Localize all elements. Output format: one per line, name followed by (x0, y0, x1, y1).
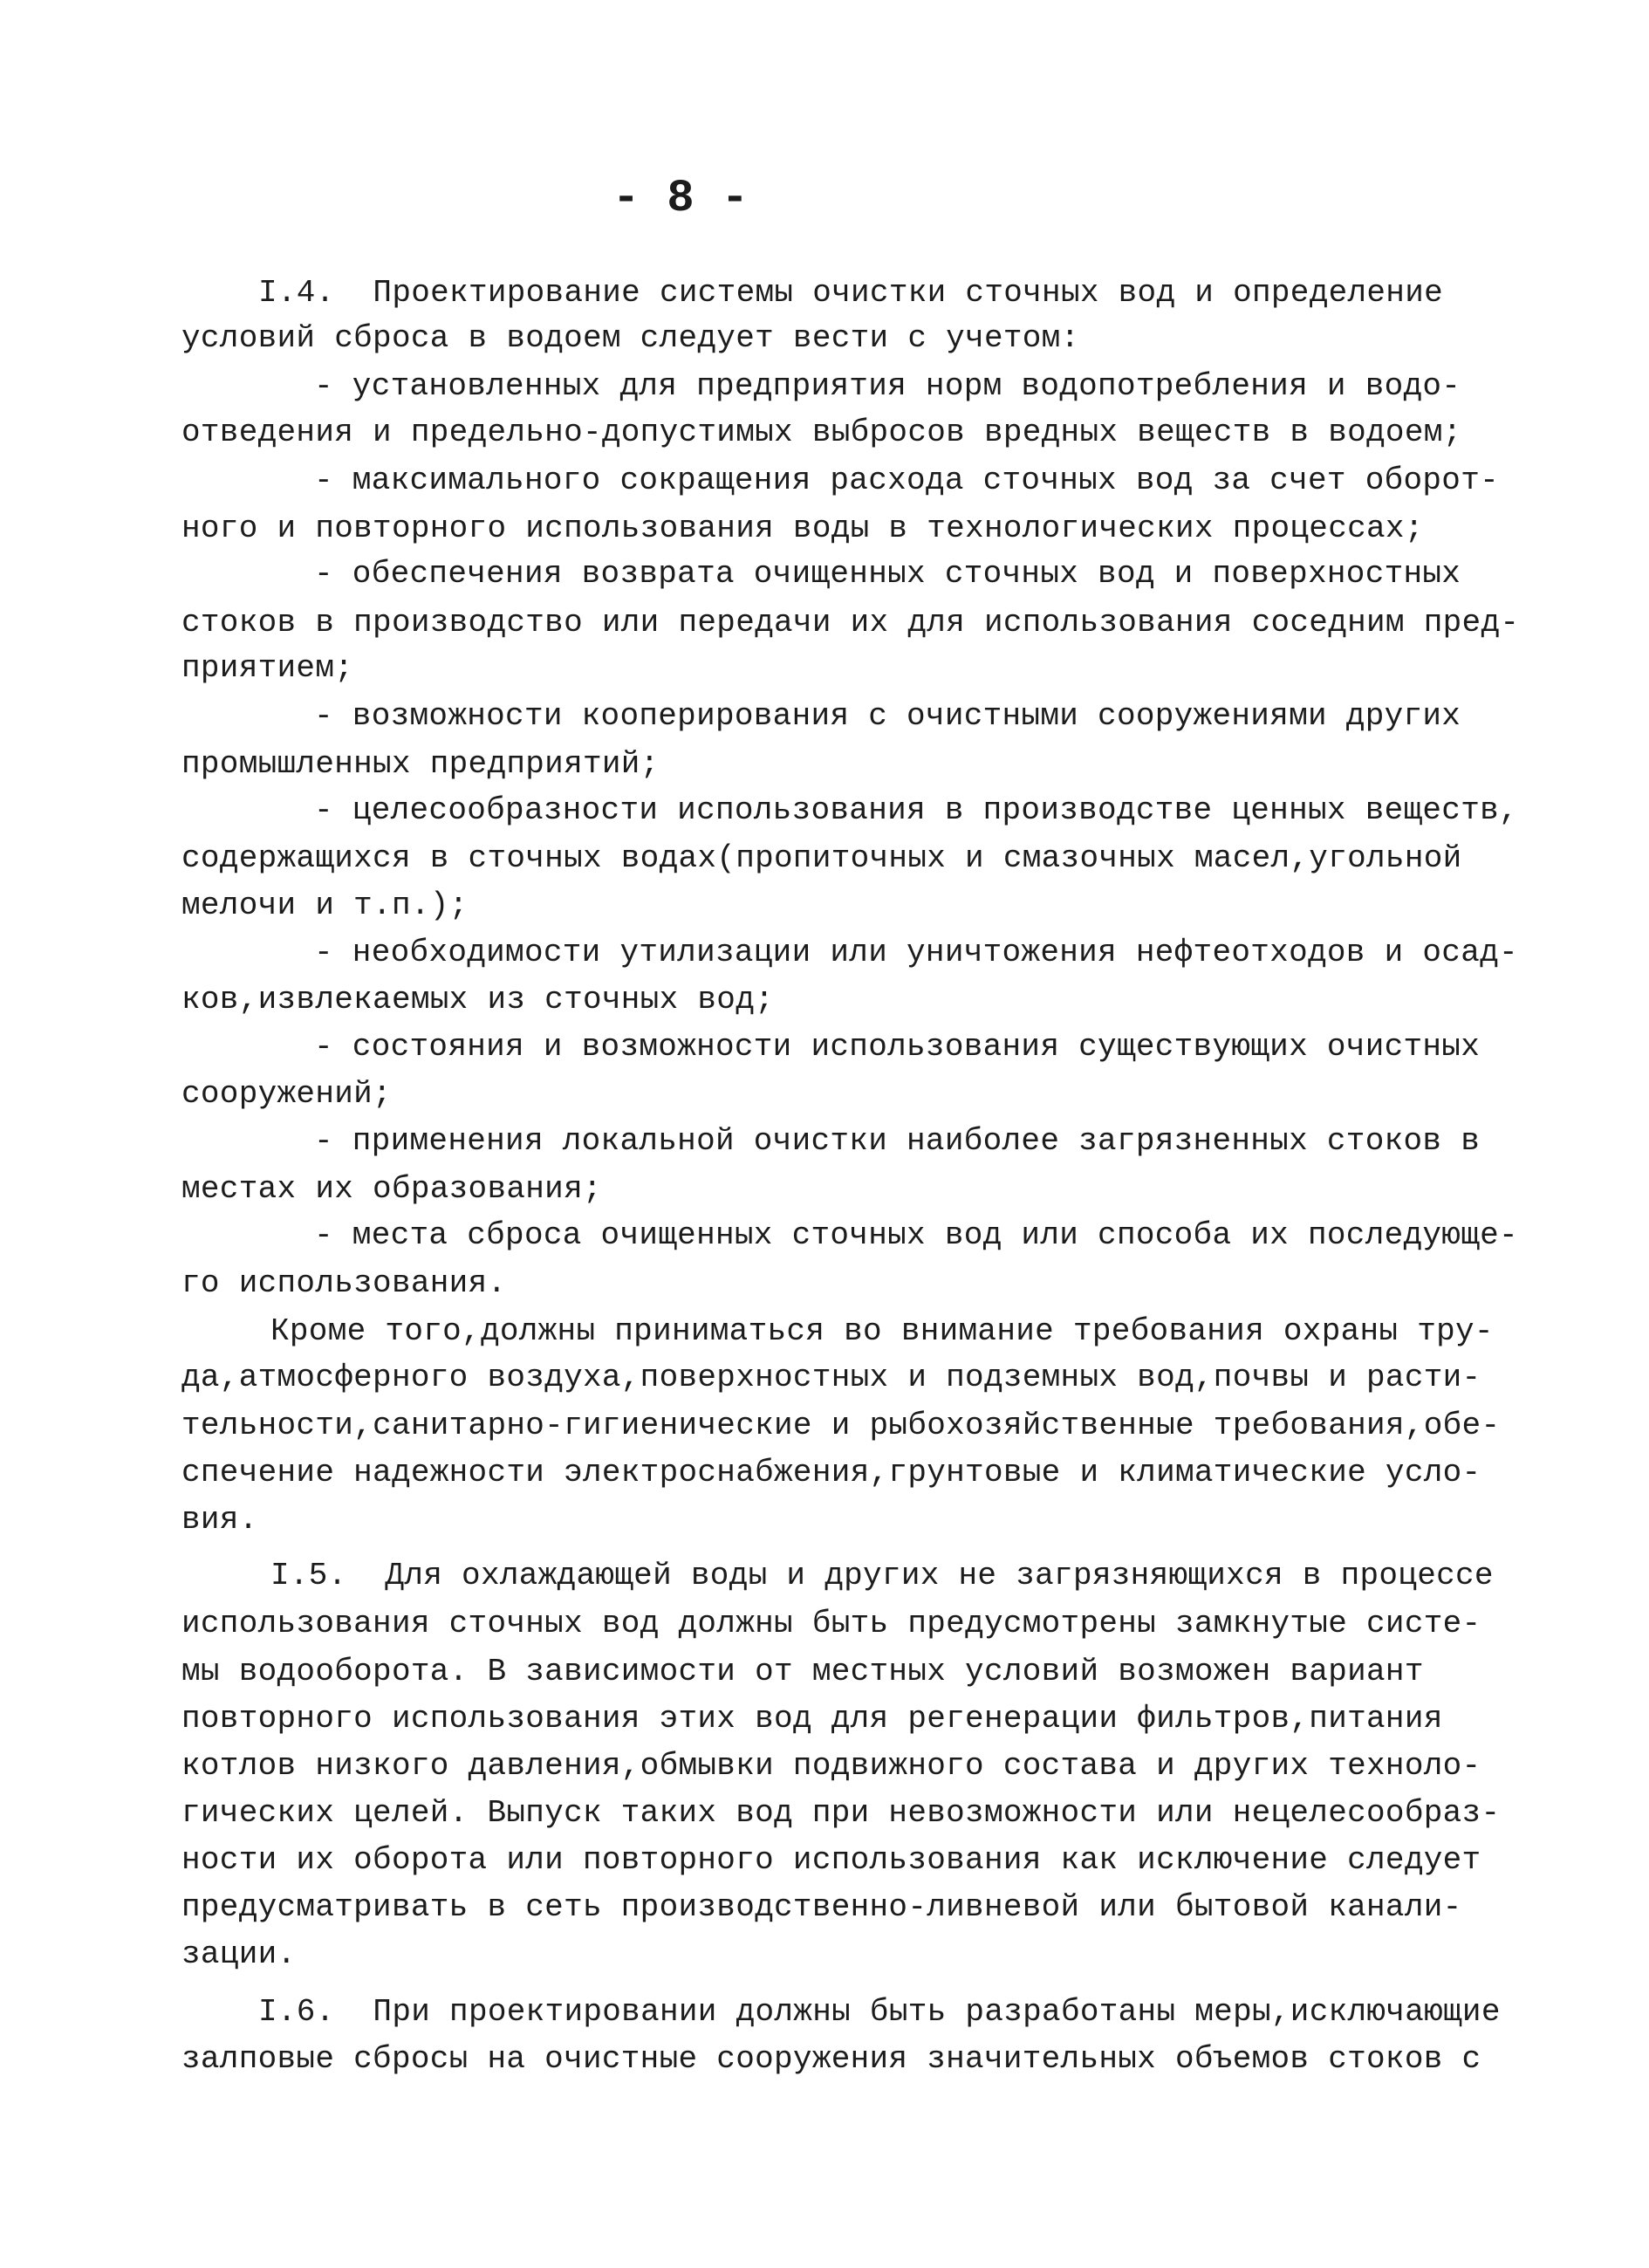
text-line: мелочи и т.п.); (181, 887, 469, 923)
text-line: вия. (181, 1502, 258, 1538)
text-line: ков,извлекаемых из сточных вод; (181, 982, 775, 1018)
page-number: - 8 - (612, 173, 749, 224)
text-line: зации. (181, 1936, 297, 1972)
text-line: - необходимости утилизации или уничтожения нефтеотходов и осад- (314, 935, 1518, 970)
text-line: - места сброса очищенных сточных вод или способа их последующе- (314, 1217, 1518, 1253)
text-line: I.4. Проектирование системы очистки сточных вод и определение (258, 275, 1444, 311)
text-line: повторного использования этих вод для регенерации фильтров,питания (181, 1701, 1443, 1737)
text-line: гических целей. Выпуск таких вод при невозможности или нецелесообраз- (181, 1795, 1501, 1831)
text-line: - состояния и возможности использования существующих очистных (314, 1029, 1481, 1065)
text-line: - возможности кооперирования с очистными сооружениями других (314, 698, 1461, 734)
text-line: Кроме того,должны приниматься во внимание требования охраны тру- (270, 1313, 1494, 1349)
text-line: залповые сбросы на очистные сооружения значительных объемов стоков с (181, 2041, 1481, 2077)
text-line: отведения и предельно-допустимых выбросов вредных веществ в водоем; (181, 415, 1462, 450)
text-line: да,атмосферного воздуха,поверхностных и подземных вод,почвы и расти- (181, 1360, 1481, 1395)
text-line: котлов низкого давления,обмывки подвижного состава и других техноло- (181, 1748, 1481, 1784)
text-line: - установленных для предприятия норм водопотребления и водо- (314, 368, 1461, 404)
text-line: го использования. (181, 1265, 507, 1301)
text-line: использования сточных вод должны быть предусмотрены замкнутые систе- (181, 1606, 1481, 1641)
text-line: ного и повторного использования воды в технологических процессах; (181, 510, 1424, 546)
text-line: мы водооборота. В зависимости от местных условий возможен вариант (181, 1654, 1424, 1689)
text-line: содержащихся в сточных водах(пропиточных и смазочных масел,угольной (181, 840, 1462, 876)
text-line: I.5. Для охлаждающей воды и других не загрязняющихся в процессе (270, 1558, 1494, 1593)
text-line: спечение надежности электроснабжения,грунтовые и климатические усло- (181, 1455, 1481, 1490)
text-line: - применения локальной очистки наиболее загрязненных стоков в (314, 1123, 1481, 1159)
text-line: - целесообразности использования в производстве ценных веществ, (314, 792, 1518, 828)
text-line: условий сброса в водоем следует вести с учетом: (181, 320, 1080, 356)
text-line: - максимального сокращения расхода сточных вод за счет оборот- (314, 463, 1500, 498)
text-line: сооружений; (181, 1076, 392, 1112)
text-line: предусматривать в сеть производственно-ливневой или бытовой канали- (181, 1889, 1462, 1925)
text-line: ности их оборота или повторного использования как исключение следует (181, 1842, 1481, 1878)
text-line: местах их образования; (181, 1171, 602, 1207)
text-line: I.6. При проектировании должны быть разработаны меры,исключающие (258, 1994, 1501, 2030)
text-line: приятием; (181, 650, 354, 686)
text-line: стоков в производство или передачи их для использования соседним пред- (181, 605, 1520, 641)
text-line: промышленных предприятий; (181, 746, 660, 782)
text-line: тельности,санитарно-гигиенические и рыбохозяйственные требования,обе- (181, 1408, 1501, 1443)
text-line: - обеспечения возврата очищенных сточных вод и поверхностных (314, 556, 1461, 592)
